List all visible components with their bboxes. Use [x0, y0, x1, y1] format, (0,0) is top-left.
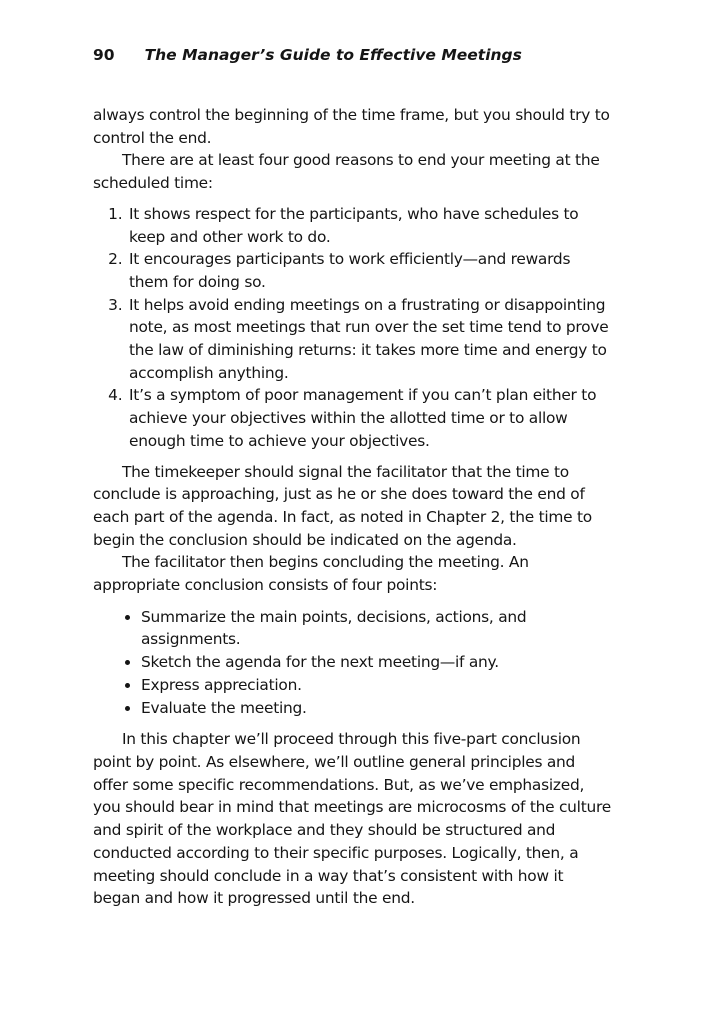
- conclusion-point-item: • Express appreciation.: [141, 674, 613, 697]
- conclusion-points-list: [93, 606, 613, 720]
- reason-item: 3. It helps avoid ending meetings on a frustrating or disappointing note, as most meetings that run over the set time tend to prove the law of diminishing returns: it takes more time and energy to accomplish anything.: [127, 294, 613, 385]
- reason-item: 4. It’s a symptom of poor management if you can’t plan either to achieve your objectives within the allotted time or to allow enough time to achieve your objectives.: [127, 384, 613, 452]
- reasons-list: [93, 203, 613, 453]
- paragraph: always control the beginning of the time frame, but you should try to control the end.: [93, 106, 610, 147]
- running-head: [93, 44, 613, 66]
- paragraph: The facilitator then begins concluding the meeting. An appropriate conclusion consists of four points:: [93, 553, 529, 595]
- paragraph: The timekeeper should signal the facilitator that the time to conclude is approaching, just as he or she does toward the end of each part of the agenda. In fact, as noted in Chapter 2, the time to begin the conclusion should be indicated on the agenda.: [93, 462, 592, 549]
- paragraph: There are at least four good reasons to end your meeting at the scheduled time:: [93, 151, 600, 193]
- paragraph: In this chapter we’ll proceed through this five-part conclusion point by point. As elsewhere, we’ll outline general principles and offer some specific recommendations. But, as we’ve emphasized, you should bear in mind that meetings are microcosms of the culture and spirit of the workplace and they should be structured and conducted according to their specific purposes. Logically, then, a meeting should conclude in a way that’s consistent with how it began and how it progressed until the end.: [93, 730, 611, 908]
- conclusion-point-item: • Summarize the main points, decisions, actions, and assignments.: [141, 606, 613, 651]
- body-text: [93, 104, 613, 910]
- reason-item: 1. It shows respect for the participants, who have schedules to keep and other work to do.: [127, 203, 613, 248]
- conclusion-point-item: • Sketch the agenda for the next meeting—if any.: [141, 651, 613, 674]
- conclusion-point-item: • Evaluate the meeting.: [141, 697, 613, 720]
- book-title: The Manager’s Guide to Effective Meetings: [144, 46, 522, 64]
- book-page: [93, 44, 613, 910]
- reason-item: 2. It encourages participants to work efficiently—and rewards them for doing so.: [127, 248, 613, 293]
- page-number: 90: [93, 46, 115, 64]
